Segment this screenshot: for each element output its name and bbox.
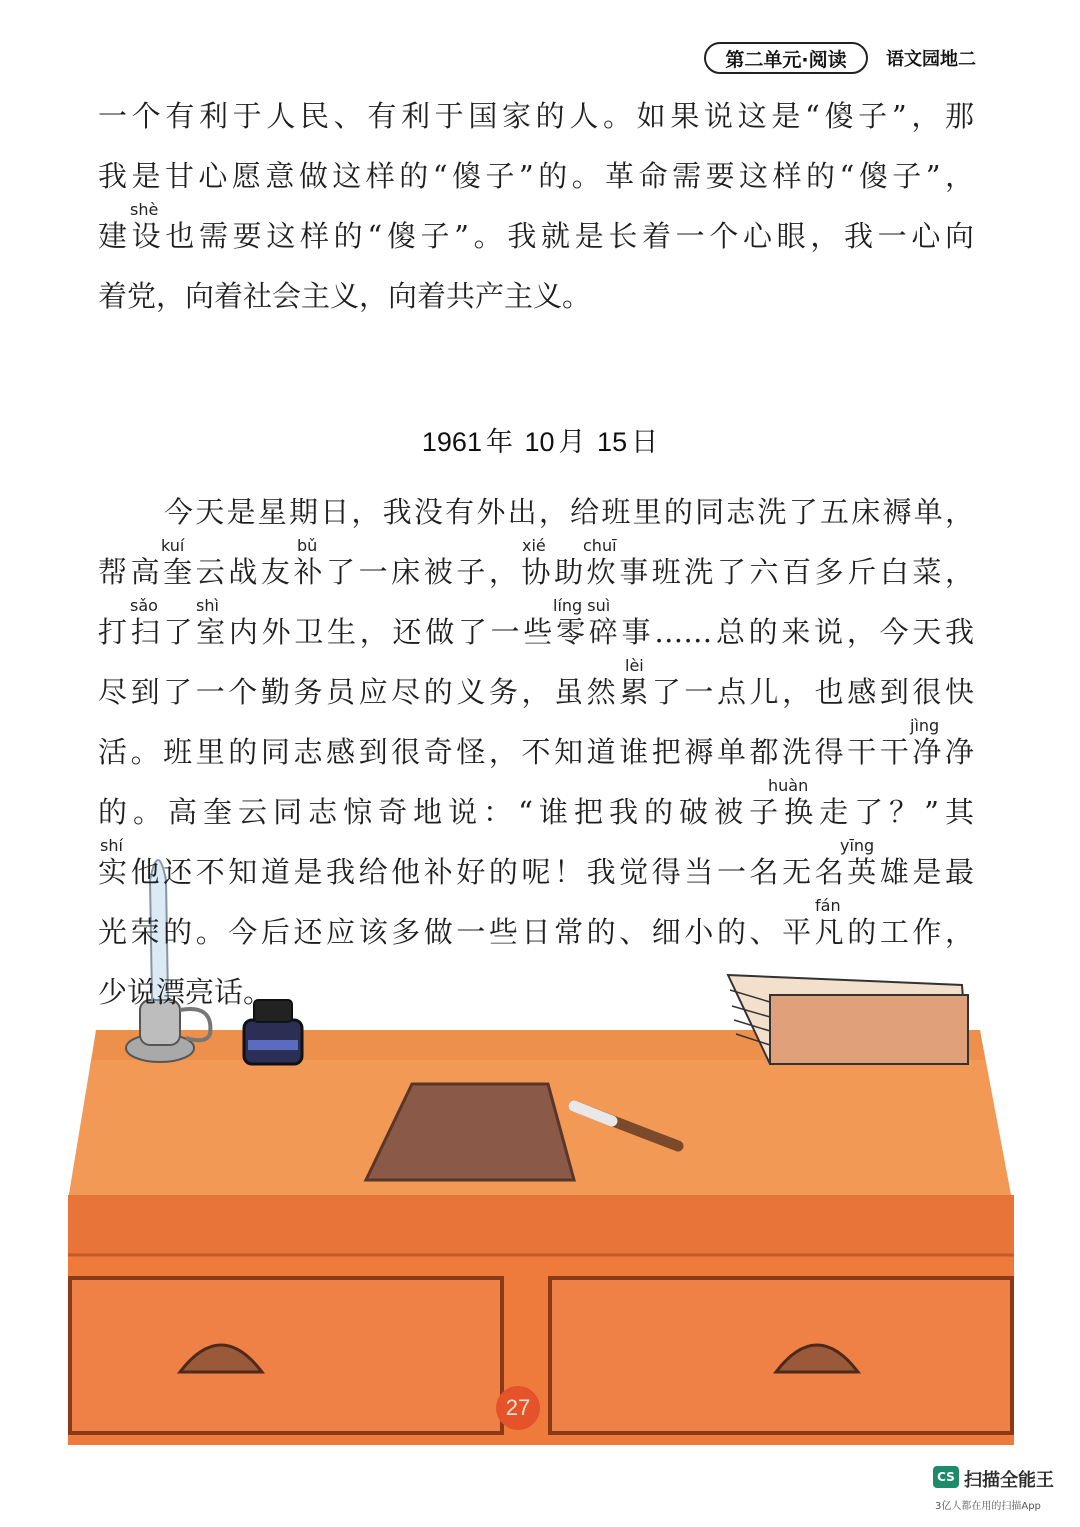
top-paragraph-line: 我是甘心愿意做这样的“傻子”的。革命需要这样的“傻子”，: [98, 159, 974, 193]
left-drawer: [70, 1278, 502, 1433]
date-month-unit: 月: [558, 427, 586, 457]
diary-line: 实他还不知道是我给他补好的呢！我觉得当一名无名英雄是最: [98, 855, 974, 889]
diary-date: [0, 420, 1080, 459]
pinyin-annotation: fán: [815, 896, 841, 915]
pinyin-annotation: sǎo: [130, 596, 158, 615]
top-paragraph-line: 着党，向着社会主义，向着共产主义。: [98, 279, 592, 313]
pinyin-annotation: shè: [130, 200, 159, 219]
top-paragraph-line: 建设也需要这样的“傻子”。我就是长着一个心眼，我一心向: [98, 219, 974, 253]
diary-line: 帮高奎云战友补了一床被子，协助炊事班洗了六百多斤白菜，: [98, 555, 974, 589]
watermark-title: 扫描全能王: [964, 1470, 1054, 1491]
pinyin-annotation: lèi: [625, 656, 644, 675]
scanner-logo-icon: CS: [933, 1466, 959, 1488]
diary-line: 活。班里的同志感到很奇怪，不知道谁把褥单都洗得干干净净: [98, 735, 974, 769]
page-number: 27: [496, 1386, 540, 1430]
right-drawer: [550, 1278, 1012, 1433]
pinyin-annotation: xié: [522, 536, 546, 555]
diary-line: 光荣的。今后还应该多做一些日常的、细小的、平凡的工作，: [98, 915, 974, 949]
pinyin-annotation: chuī: [583, 536, 617, 555]
pinyin-annotation: yīng: [840, 836, 875, 855]
date-day: 15: [597, 427, 628, 457]
pinyin-annotation: bǔ: [297, 536, 318, 555]
date-year: 1961: [421, 427, 482, 457]
section-right-label: 语文园地二: [886, 49, 976, 70]
date-month: 10: [524, 427, 555, 457]
pinyin-annotation: kuí: [161, 536, 185, 555]
pinyin-annotation: huàn: [768, 776, 809, 795]
date-year-unit: 年: [485, 427, 513, 457]
diary-line: 少说漂亮话。: [98, 975, 273, 1009]
watermark-subtitle: 3亿人都在用的扫描App: [935, 1501, 1041, 1512]
pinyin-annotation: líng suì: [553, 596, 611, 615]
pinyin-annotation: shì: [196, 596, 219, 615]
date-day-unit: 日: [631, 427, 659, 457]
diary-line: 今天是星期日，我没有外出，给班里的同志洗了五床褥单，: [164, 495, 974, 529]
diary-line: 打扫了室内外卫生，还做了一些零碎事……总的来说，今天我: [98, 615, 974, 649]
pinyin-annotation: jìng: [910, 716, 940, 735]
section-label: 第二单元·阅读: [704, 42, 868, 74]
diary-line: 的。高奎云同志惊奇地说：“谁把我的破被子换走了？”其: [98, 795, 974, 829]
pinyin-annotation: shí: [100, 836, 123, 855]
diary-line: 尽到了一个勤务员应尽的义务，虽然累了一点儿，也感到很快: [98, 675, 974, 709]
top-paragraph-line: 一个有利于人民、有利于国家的人。如果说这是“傻子”，那: [98, 99, 974, 133]
